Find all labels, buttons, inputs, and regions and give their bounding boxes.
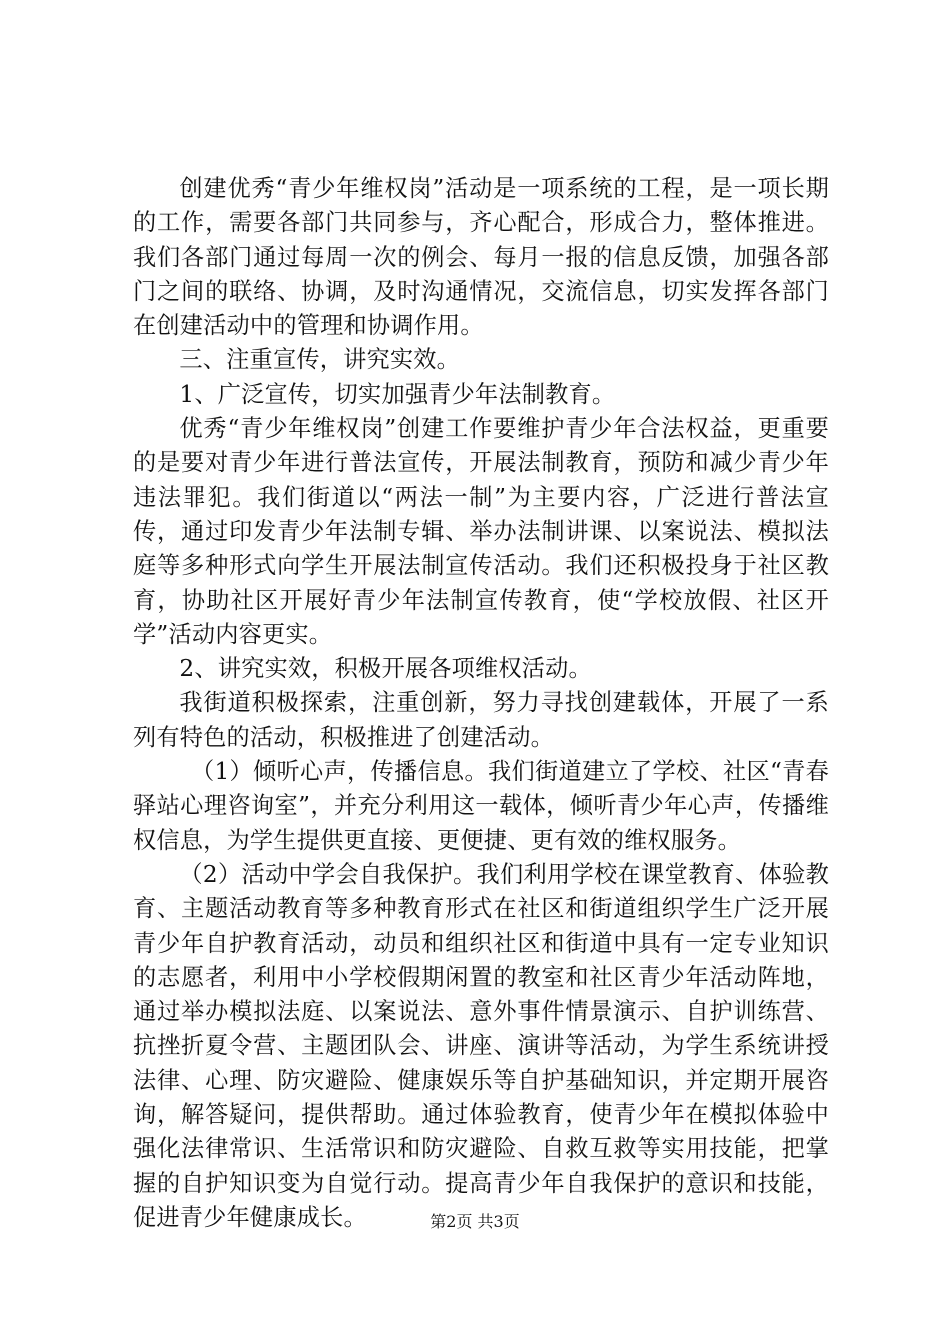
page-footer: 第2页 共3页 <box>430 1212 520 1231</box>
paragraph-listening: （1）倾听心声，传播信息。我们街道建立了学校、社区“青春驿站心理咨询室”，并充分利用这一载体，倾听青少年心声，传播维权信息，为学生提供更直接、更便捷、更有效的维权服务。 <box>133 758 829 854</box>
document-body <box>133 172 829 1235</box>
paragraph-legal-education: 优秀“青少年维权岗”创建工作要维护青少年合法权益，更重要的是要对青少年进行普法宣传，开展法制教育，预防和减少青少年违法罪犯。我们街道以“两法一制”为主要内容，广泛进行普法宣传，通过印发青少年法制专辑、举办法制讲课、以案说法、模拟法庭等多种形式向学生开展法制宣传活动。我们还积极投身于社区教育，协助社区开展好青少年法制宣传教育，使“学校放假、社区开学”活动内容更实。 <box>133 415 829 648</box>
subheading-legal-education: 1、广泛宣传，切实加强青少年法制教育。 <box>179 380 616 408</box>
subheading-rights-activities: 2、讲究实效，积极开展各项维权活动。 <box>179 655 592 683</box>
section-heading-publicity: 三、注重宣传，讲究实效。 <box>179 346 461 374</box>
paragraph-self-protection: （2）活动中学会自我保护。我们利用学校在课堂教育、体验教育、主题活动教育等多种教育形式在社区和街道组织学生广泛开展青少年自护教育活动，动员和组织社区和街道中具有一定专业知识的志愿者，利用中小学校假期闲置的教室和社区青少年活动阵地，通过举办模拟法庭、以案说法、意外事件情景演示、自护训练营、抗挫折夏令营、主题团队会、讲座、演讲等活动，为学生系统讲授法律、心理、防灾避险、健康娱乐等自护基础知识，并定期开展咨询，解答疑问，提供帮助。通过体验教育，使青少年在模拟体验中强化法律常识、生活常识和防灾避险、自救互救等实用技能，把掌握的自护知识变为自觉行动。提高青少年自我保护的意识和技能，促进青少年健康成长。 <box>133 860 829 1231</box>
paragraph-rights-activities: 我街道积极探索，注重创新，努力寻找创建载体，开展了一系列有特色的活动，积极推进了创建活动。 <box>133 689 829 751</box>
paragraph-coordination: 创建优秀“青少年维权岗”活动是一项系统的工程，是一项长期的工作，需要各部门共同参与，齐心配合，形成合力，整体推进。我们各部门通过每周一次的例会、每月一报的信息反馈，加强各部门之间的联络、协调，及时沟通情况，交流信息，切实发挥各部门在创建活动中的管理和协调作用。 <box>133 175 829 340</box>
